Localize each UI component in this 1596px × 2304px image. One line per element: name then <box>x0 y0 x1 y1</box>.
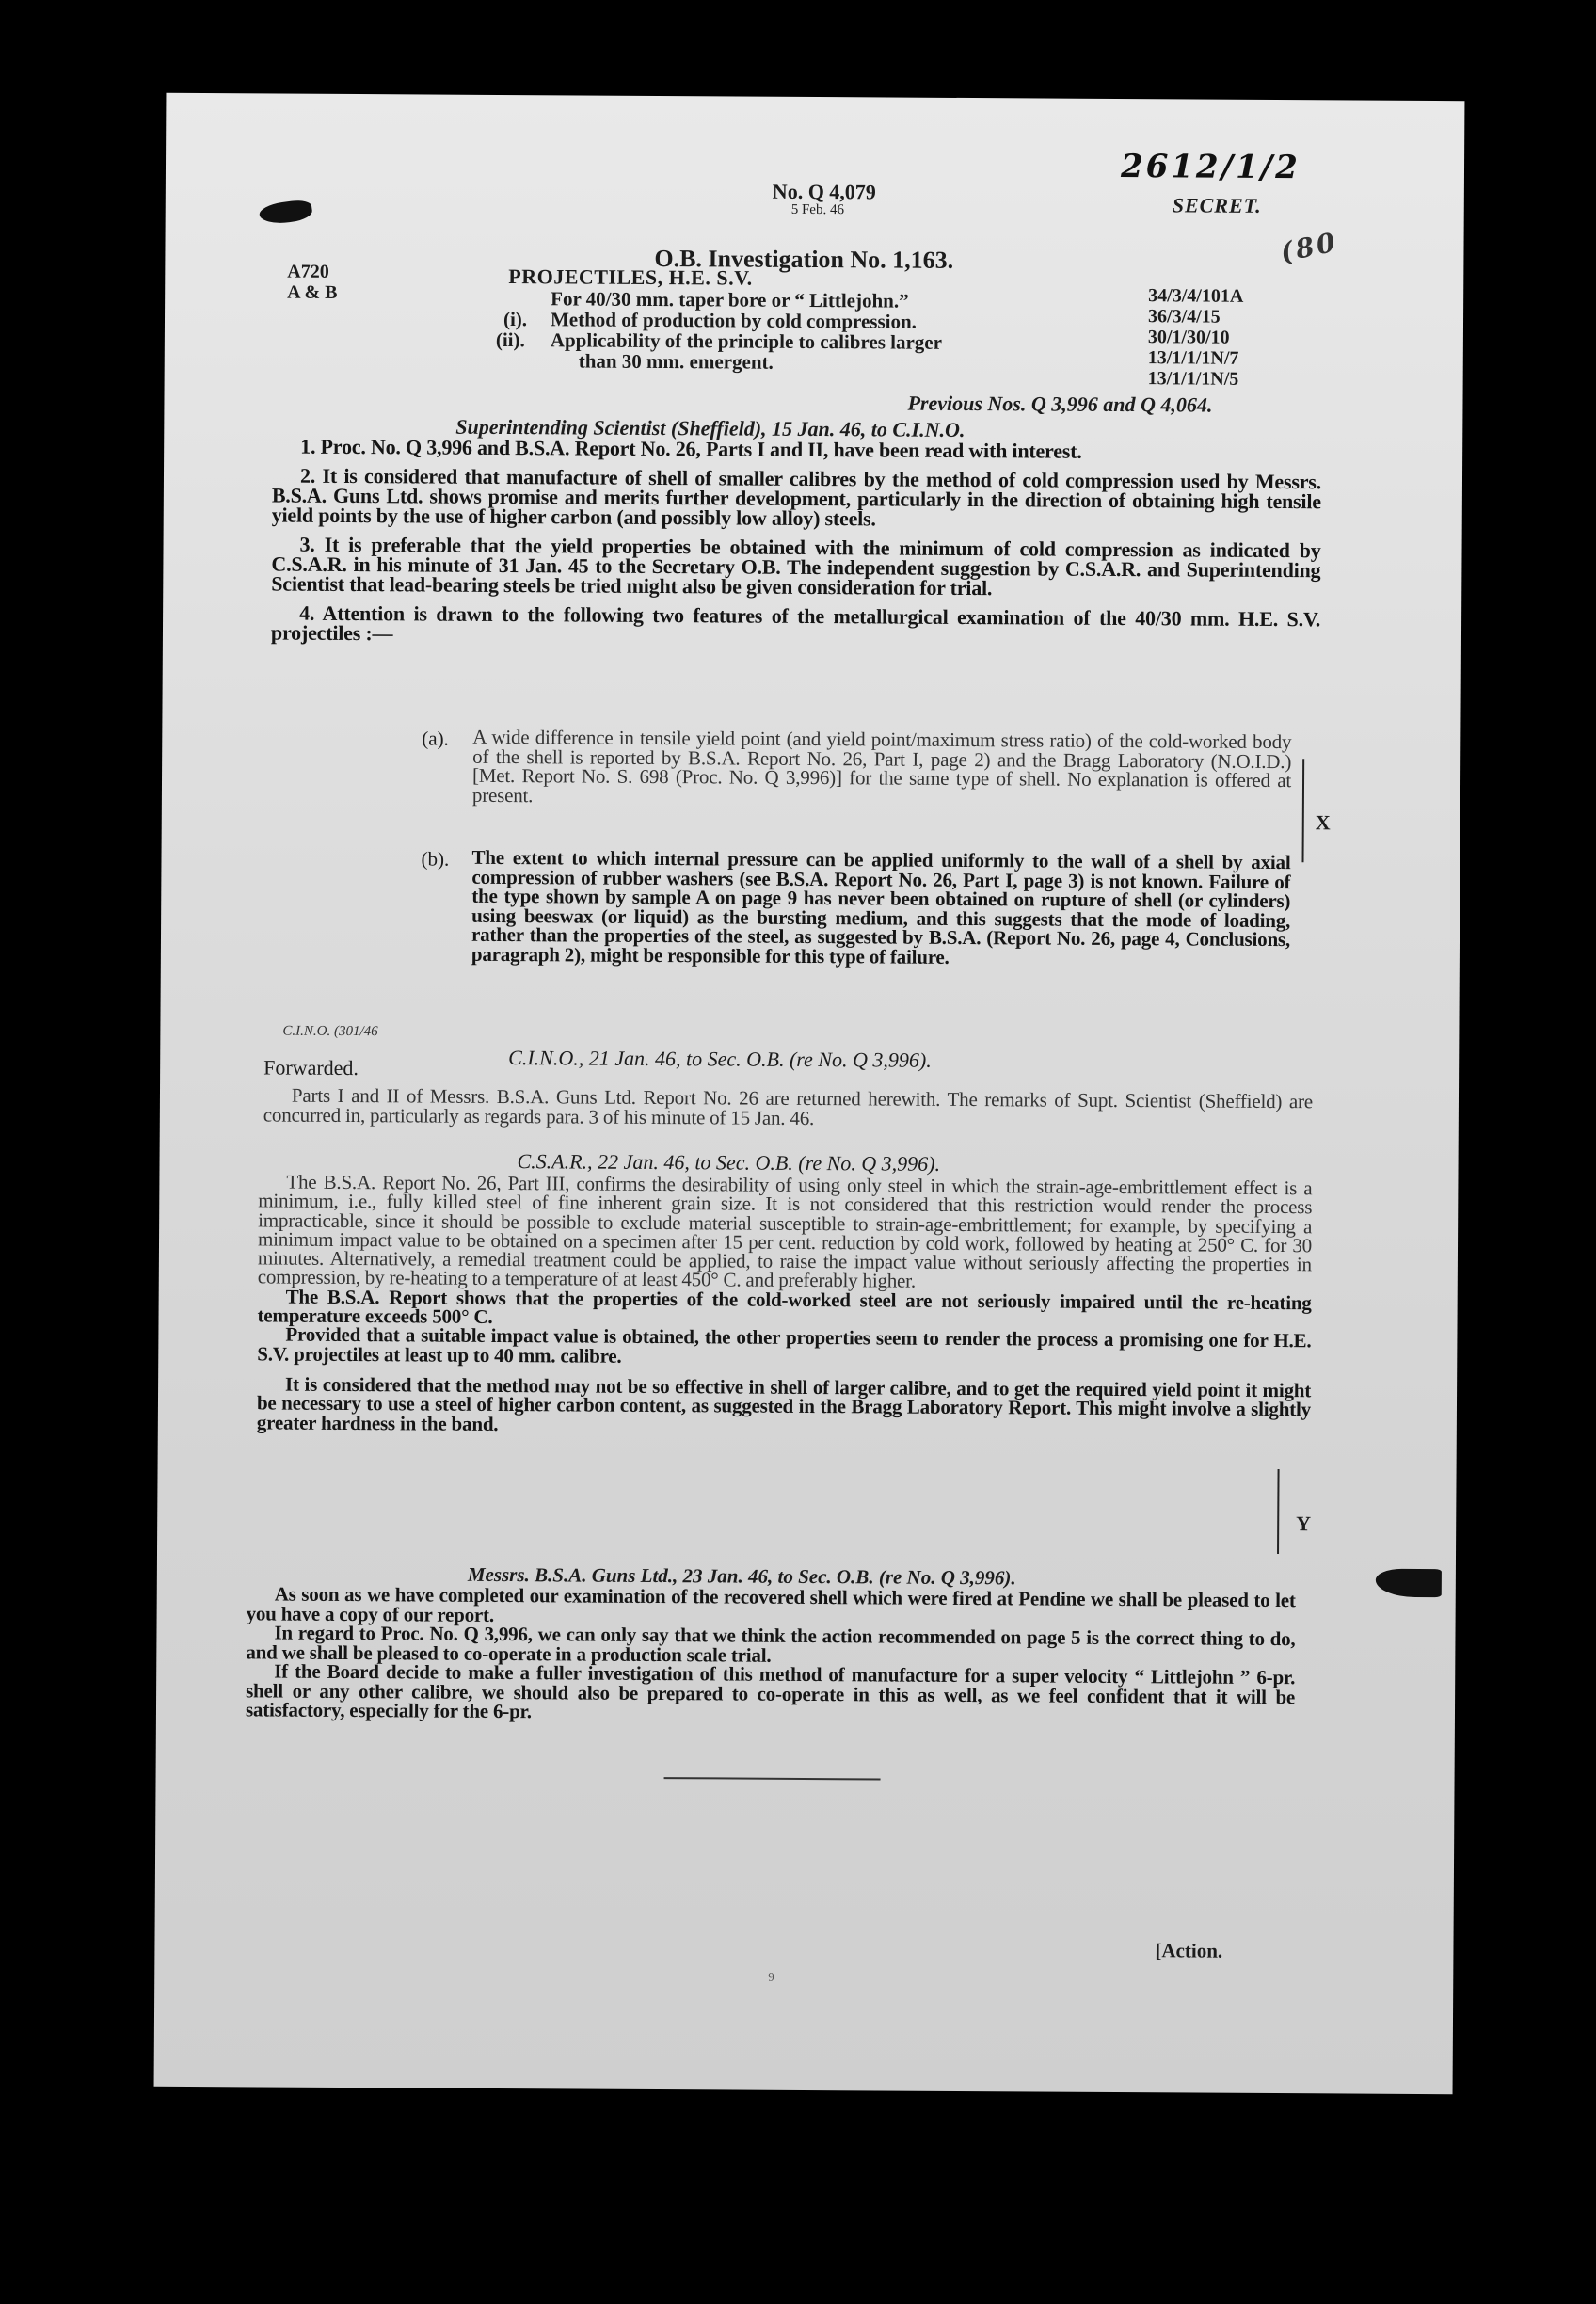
section-3-paragraph-3: Provided that a suitable impact value is obtained, the other properties seem to render the process a promising one for H.E. S.V. projectiles at least up to 40 mm. calibre. <box>257 1322 1312 1368</box>
document-date: 5 Feb. 46 <box>790 201 845 218</box>
margin-mark-x: X <box>1315 810 1331 835</box>
paragraph-4: 4. Attention is drawn to the following two features of the metallurgical examination of the 40/30 mm. H.E. S.V. projectiles :— <box>270 600 1321 646</box>
subject-item-i-label: (i). <box>503 307 528 331</box>
paragraph-1: 1. Proc. No. Q 3,996 and B.S.A. Report No. 26, Parts I and II, have been read with interest. <box>300 434 1082 463</box>
document-number: No. Q 4,079 <box>772 179 876 204</box>
section-3-paragraph-2: The B.S.A. Report shows that the properties of the cold-worked steel are not seriously impaired until the re-heating temperature exceeds 500° C. <box>257 1285 1312 1329</box>
edge-tear <box>1376 1569 1442 1597</box>
file-ref: 30/1/30/10 <box>1147 327 1230 348</box>
document-page <box>154 93 1465 2094</box>
section-3-body <box>257 1172 1313 1438</box>
margin-bar-x <box>1302 759 1305 862</box>
catchword: [Action. <box>1155 1939 1223 1962</box>
file-ref: 13/1/1/1N/5 <box>1147 368 1239 390</box>
file-ref: 36/3/4/15 <box>1147 306 1221 328</box>
previous-numbers: Previous Nos. Q 3,996 and Q 4,064. <box>907 391 1213 417</box>
section-2-forwarded: Forwarded. <box>263 1055 359 1080</box>
section-4-paragraph-2: In regard to Proc. No. Q 3,996, we can only say that we think the action recommended on page 5 is the correct thing to do, and we shall be pleased to co-operate in a production scale trial. <box>246 1621 1296 1667</box>
section-4-paragraph-3: If the Board decide to make a fuller investigation of this method of manufacture for a super velocity “ Littlejohn ” 6-pr. shell or any other calibre, we should also be prepared to co-operate in this as well, as we feel confident that it will be satisfactory, especially for the 6-pr. <box>245 1659 1296 1723</box>
closing-rule <box>664 1777 881 1780</box>
file-ref: 13/1/1/1N/7 <box>1147 347 1239 369</box>
subject-item-ii-label: (ii). <box>495 328 525 352</box>
investigation-title: O.B. Investigation No. 1,163. <box>654 244 954 274</box>
left-code-1: A720 <box>287 261 329 282</box>
item-a-label: (a). <box>422 727 449 750</box>
margin-mark-y: Y <box>1296 1512 1312 1536</box>
section-3-heading: C.S.A.R., 22 Jan. 46, to Sec. O.B. (re No. Q 3,996). <box>517 1149 941 1176</box>
section-2-paragraph: Parts I and II of Messrs. B.S.A. Guns Ltd. Report No. 26 are returned herewith. The remarks of Supt. Scientist (Sheffield) are concurred in, particularly as regards para. 3 of his minute of 15 Jan. 46. <box>263 1083 1314 1129</box>
section-4-paragraph-1: As soon as we have completed our examination of the recovered shell which were fired at Pendine we shall be pleased to let you have a copy of our report. <box>246 1582 1296 1626</box>
subject-item-i: Method of production by cold compression. <box>550 308 918 333</box>
handwritten-reference: 2612/1/2 <box>1120 148 1301 187</box>
item-b-label: (b). <box>421 847 450 871</box>
ink-blot <box>258 199 312 226</box>
left-code-2: A & B <box>287 281 338 303</box>
subject-line: For 40/30 mm. taper bore or “ Littlejohn.” <box>551 287 909 312</box>
section-1-body <box>270 434 1322 649</box>
file-references <box>1148 285 1244 390</box>
file-ref: 34/3/4/101A <box>1148 285 1244 307</box>
handwritten-margin-note: (80 <box>1277 226 1341 269</box>
classification-label: SECRET. <box>1172 193 1262 217</box>
section-4-body <box>246 1584 1296 1725</box>
paragraph-2: 2. It is considered that manufacture of shell of smaller calibres by the method of cold compression used by Messrs. B.S.A. Guns Ltd. shows promise and merits further development, particularly in the direction of obtaining high tensile yield points by the use of higher carbon (and possibly low alloy) steels. <box>271 463 1322 531</box>
section-2-body <box>263 1085 1313 1130</box>
subject-item-ii-a: Applicability of the principle to calibres larger <box>550 328 943 354</box>
section-1-heading: Superintending Scientist (Sheffield), 15 Jan. 46, to C.I.N.O. <box>455 414 966 441</box>
margin-bar-y <box>1277 1469 1280 1554</box>
paragraph-3: 3. It is preferable that the yield properties be obtained with the minimum of cold compression as indicated by C.S.A.R. in his minute of 31 Jan. 45 to the Secretary O.B. The independent suggestion by C.S.A.R. and Superintending Scientist that lead-bearing steels be tried might also be given consideration for trial. <box>271 532 1321 600</box>
subject-heading: PROJECTILES, H.E. S.V. <box>508 264 753 290</box>
section-4-heading: Messrs. B.S.A. Guns Ltd., 23 Jan. 46, to Sec. O.B. (re No. Q 3,996). <box>467 1562 1016 1590</box>
cino-reference: C.I.N.O. (301/46 <box>282 1023 378 1040</box>
subject-item-ii-b: than 30 mm. emergent. <box>578 349 774 374</box>
item-a-text: A wide difference in tensile yield point (and yield point/maximum stress ratio) of the cold-worked body of the shell is reported by B.S.A. Report No. 26, Part I, page 2) and the Bragg Laboratory (N.O.I.D.) [Met. Report No. S. 698 (Proc. No. Q 3,996)] for the same type of shell. No explanation is offered at present. <box>471 725 1292 807</box>
section-3-paragraph-1: The B.S.A. Report No. 26, Part III, confirms the desirability of using only steel in which the strain-age-embrittlement effect is a minimum, i.e., fully killed steel of fine inherent grain size. It is not considered that this restriction would render the process impracticable, since it should be possible to exclude material susceptible to strain-age-embrittlement; for example, by specifying a minimum impact value to be obtained on a specimen after 15 per cent. reduction by cold work, followed by heating at 250° C. for 30 minutes. Alternatively, a remedial treatment could be applied, to raise the impact value without seriously affecting the properties in compression, by re-heating to a temperature of at least 450° C. and preferably higher. <box>257 1170 1313 1293</box>
item-b-text: The extent to which internal pressure can be applied uniformly to the wall of a shell by axial compression of rubber washers (see B.S.A. Report No. 26, Part I, page 3) is not known. Failure of the type shown by sample A on page 9 has never been obtained on rupture of shell (or cylinders) using beeswax (or liquid) as the bursting medium, and this suggests that the mode of loading, rather than the properties of the steel, as suggested by B.S.A. (Report No. 26, page 4, Conclusions, paragraph 2), might be responsible for this type of failure. <box>471 845 1291 968</box>
page-mark: 9 <box>768 1969 774 1984</box>
section-2-heading: C.I.N.O., 21 Jan. 46, to Sec. O.B. (re No. Q 3,996). <box>508 1046 932 1072</box>
section-3-paragraph-4: It is considered that the method may not be so effective in shell of larger calibre, and to get the required yield point it might be necessary to use a steel of higher carbon content, as suggested in the Bragg Laboratory Report. This might involve a slightly greater hardness in the band. <box>256 1372 1312 1435</box>
